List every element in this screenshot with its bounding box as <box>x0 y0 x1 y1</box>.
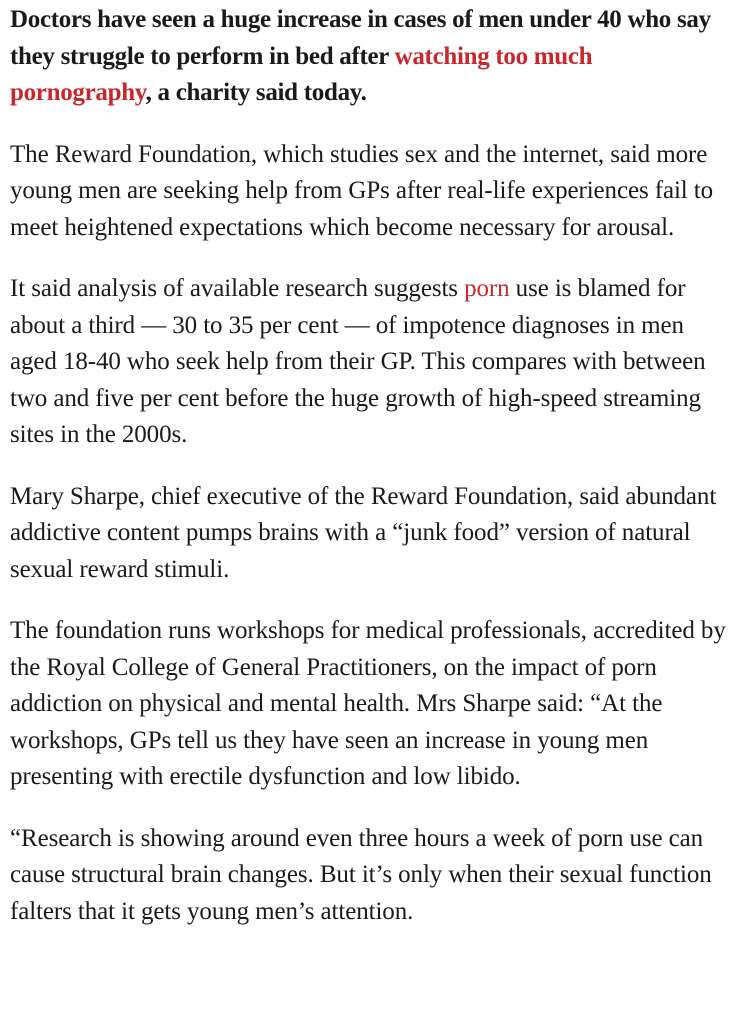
lead-paragraph <box>10 2 730 112</box>
paragraph-reward-foundation: The Reward Foundation, which studies sex and the internet, said more young men are seeking help from GPs after real-life experiences fail to meet heightened expectations which become necessary for arousal. <box>10 140 714 241</box>
research-text-before: It said analysis of available research suggests <box>10 275 465 302</box>
paragraph-workshops: The foundation runs workshops for medical professionals, accredited by the Royal College of General Practitioners, on the impact of porn addiction on physical and mental health. Mrs Sharpe said: “At the workshops, GPs tell us they have seen an increase in young men presenting with erectile dysfunction and low libido. <box>10 617 726 790</box>
porn-link[interactable]: porn <box>464 275 510 302</box>
paragraph-research-quote: “Research is showing around even three hours a week of porn use can cause structural brain changes. But it’s only when their sexual function falters that it gets young men’s attention. <box>10 824 712 925</box>
paragraph-research-analysis <box>10 271 730 454</box>
paragraph-mary-sharpe: Mary Sharpe, chief executive of the Reward Foundation, said abundant addictive content pumps brains with a “junk food” version of natural sexual reward stimuli. <box>10 482 717 583</box>
lead-text-before: Doctors have seen a huge increase in cases of men under 40 who say they struggle to perform in bed after <box>10 6 711 70</box>
lead-text-after: , a charity said today. <box>145 79 367 106</box>
research-text-after: use is blamed for about a third — 30 to 35 per cent — of impotence diagnoses in men aged 18-40 who seek help from their GP. This compares with between two and five per cent before the huge growth of high-speed streaming sites in the 2000s. <box>10 275 706 448</box>
article-body <box>10 2 730 930</box>
watching-too-much-pornography-link[interactable]: watching too much pornography <box>10 42 593 106</box>
